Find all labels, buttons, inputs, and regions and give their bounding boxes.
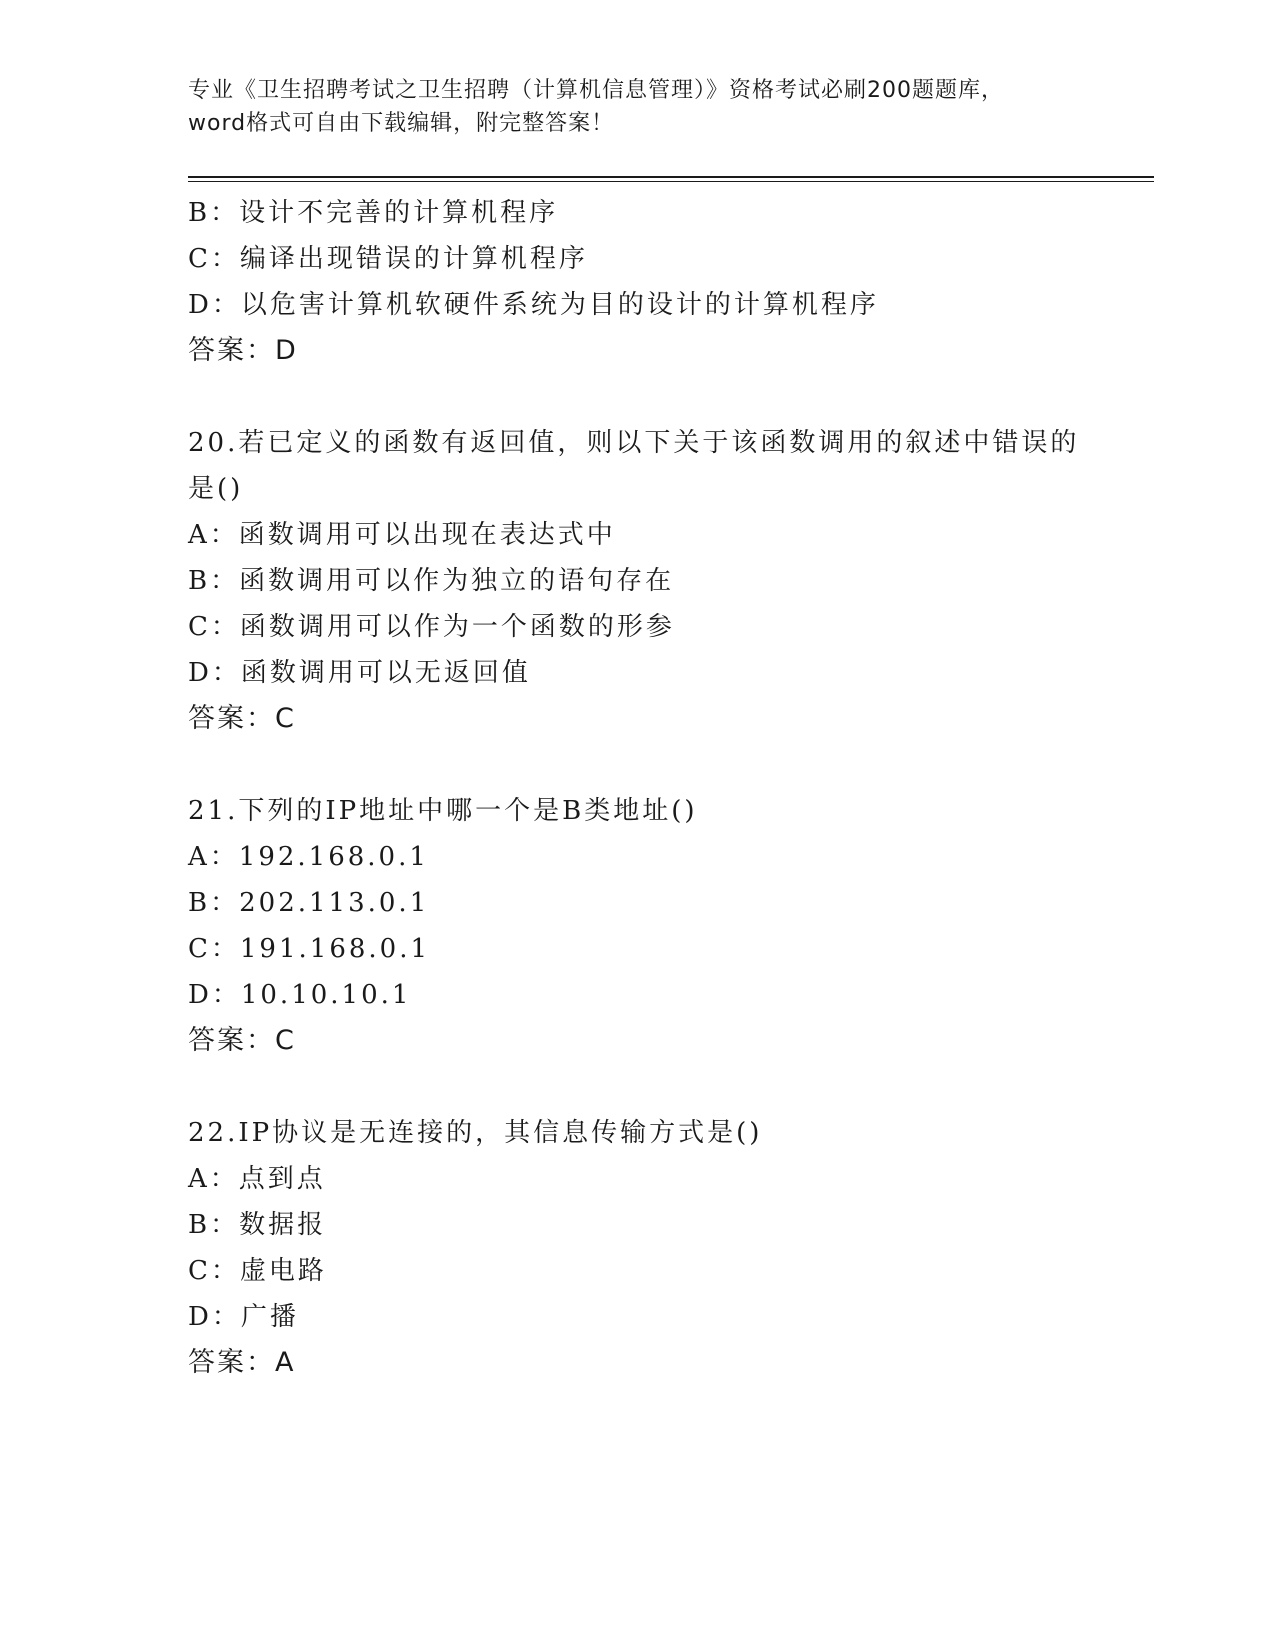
option-a: A：点到点 <box>188 1164 326 1194</box>
option-c: C：191.168.0.1 <box>188 934 431 964</box>
question-block-22 <box>188 1110 1088 1386</box>
spacer <box>188 742 1088 788</box>
spacer <box>188 374 1088 420</box>
option-d: D：函数调用可以无返回值 <box>188 658 531 688</box>
question-block-20 <box>188 420 1088 742</box>
option-c: C：虚电路 <box>188 1256 327 1286</box>
question-block-21 <box>188 788 1088 1064</box>
header-line-1: 专业《卫生招聘考试之卫生招聘（计算机信息管理）》资格考试必刷200题题库， <box>188 78 1004 103</box>
question-content <box>188 190 1088 1386</box>
option-b: B：函数调用可以作为独立的语句存在 <box>188 566 675 596</box>
answer-line: 答案：C <box>188 1025 296 1056</box>
option-c: C：函数调用可以作为一个函数的形参 <box>188 612 675 642</box>
option-b: B：设计不完善的计算机程序 <box>188 198 559 228</box>
option-d: D：10.10.10.1 <box>188 980 412 1010</box>
answer-line: 答案：A <box>188 1347 296 1378</box>
question-block-19-continued <box>188 190 1088 374</box>
page-header <box>188 74 1088 140</box>
option-a: A：192.168.0.1 <box>188 842 429 872</box>
spacer <box>188 1064 1088 1110</box>
option-b: B：数据报 <box>188 1210 327 1240</box>
option-c: C：编译出现错误的计算机程序 <box>188 244 588 274</box>
question-text-line-2: 是() <box>188 474 244 504</box>
option-d: D：以危害计算机软硬件系统为目的设计的计算机程序 <box>188 290 879 320</box>
option-a: A：函数调用可以出现在表达式中 <box>188 520 616 550</box>
header-divider <box>188 176 1154 182</box>
question-text-line-1: 20.若已定义的函数有返回值，则以下关于该函数调用的叙述中错误的 <box>188 428 1080 458</box>
header-line-2: word格式可自由下载编辑，附完整答案！ <box>188 111 615 136</box>
question-text: 21.下列的IP地址中哪一个是B类地址() <box>188 796 698 826</box>
option-b: B：202.113.0.1 <box>188 888 430 918</box>
answer-line: 答案：C <box>188 703 296 734</box>
option-d: D：广播 <box>188 1302 299 1332</box>
answer-line: 答案：D <box>188 335 298 366</box>
question-text: 22.IP协议是无连接的，其信息传输方式是() <box>188 1118 763 1148</box>
